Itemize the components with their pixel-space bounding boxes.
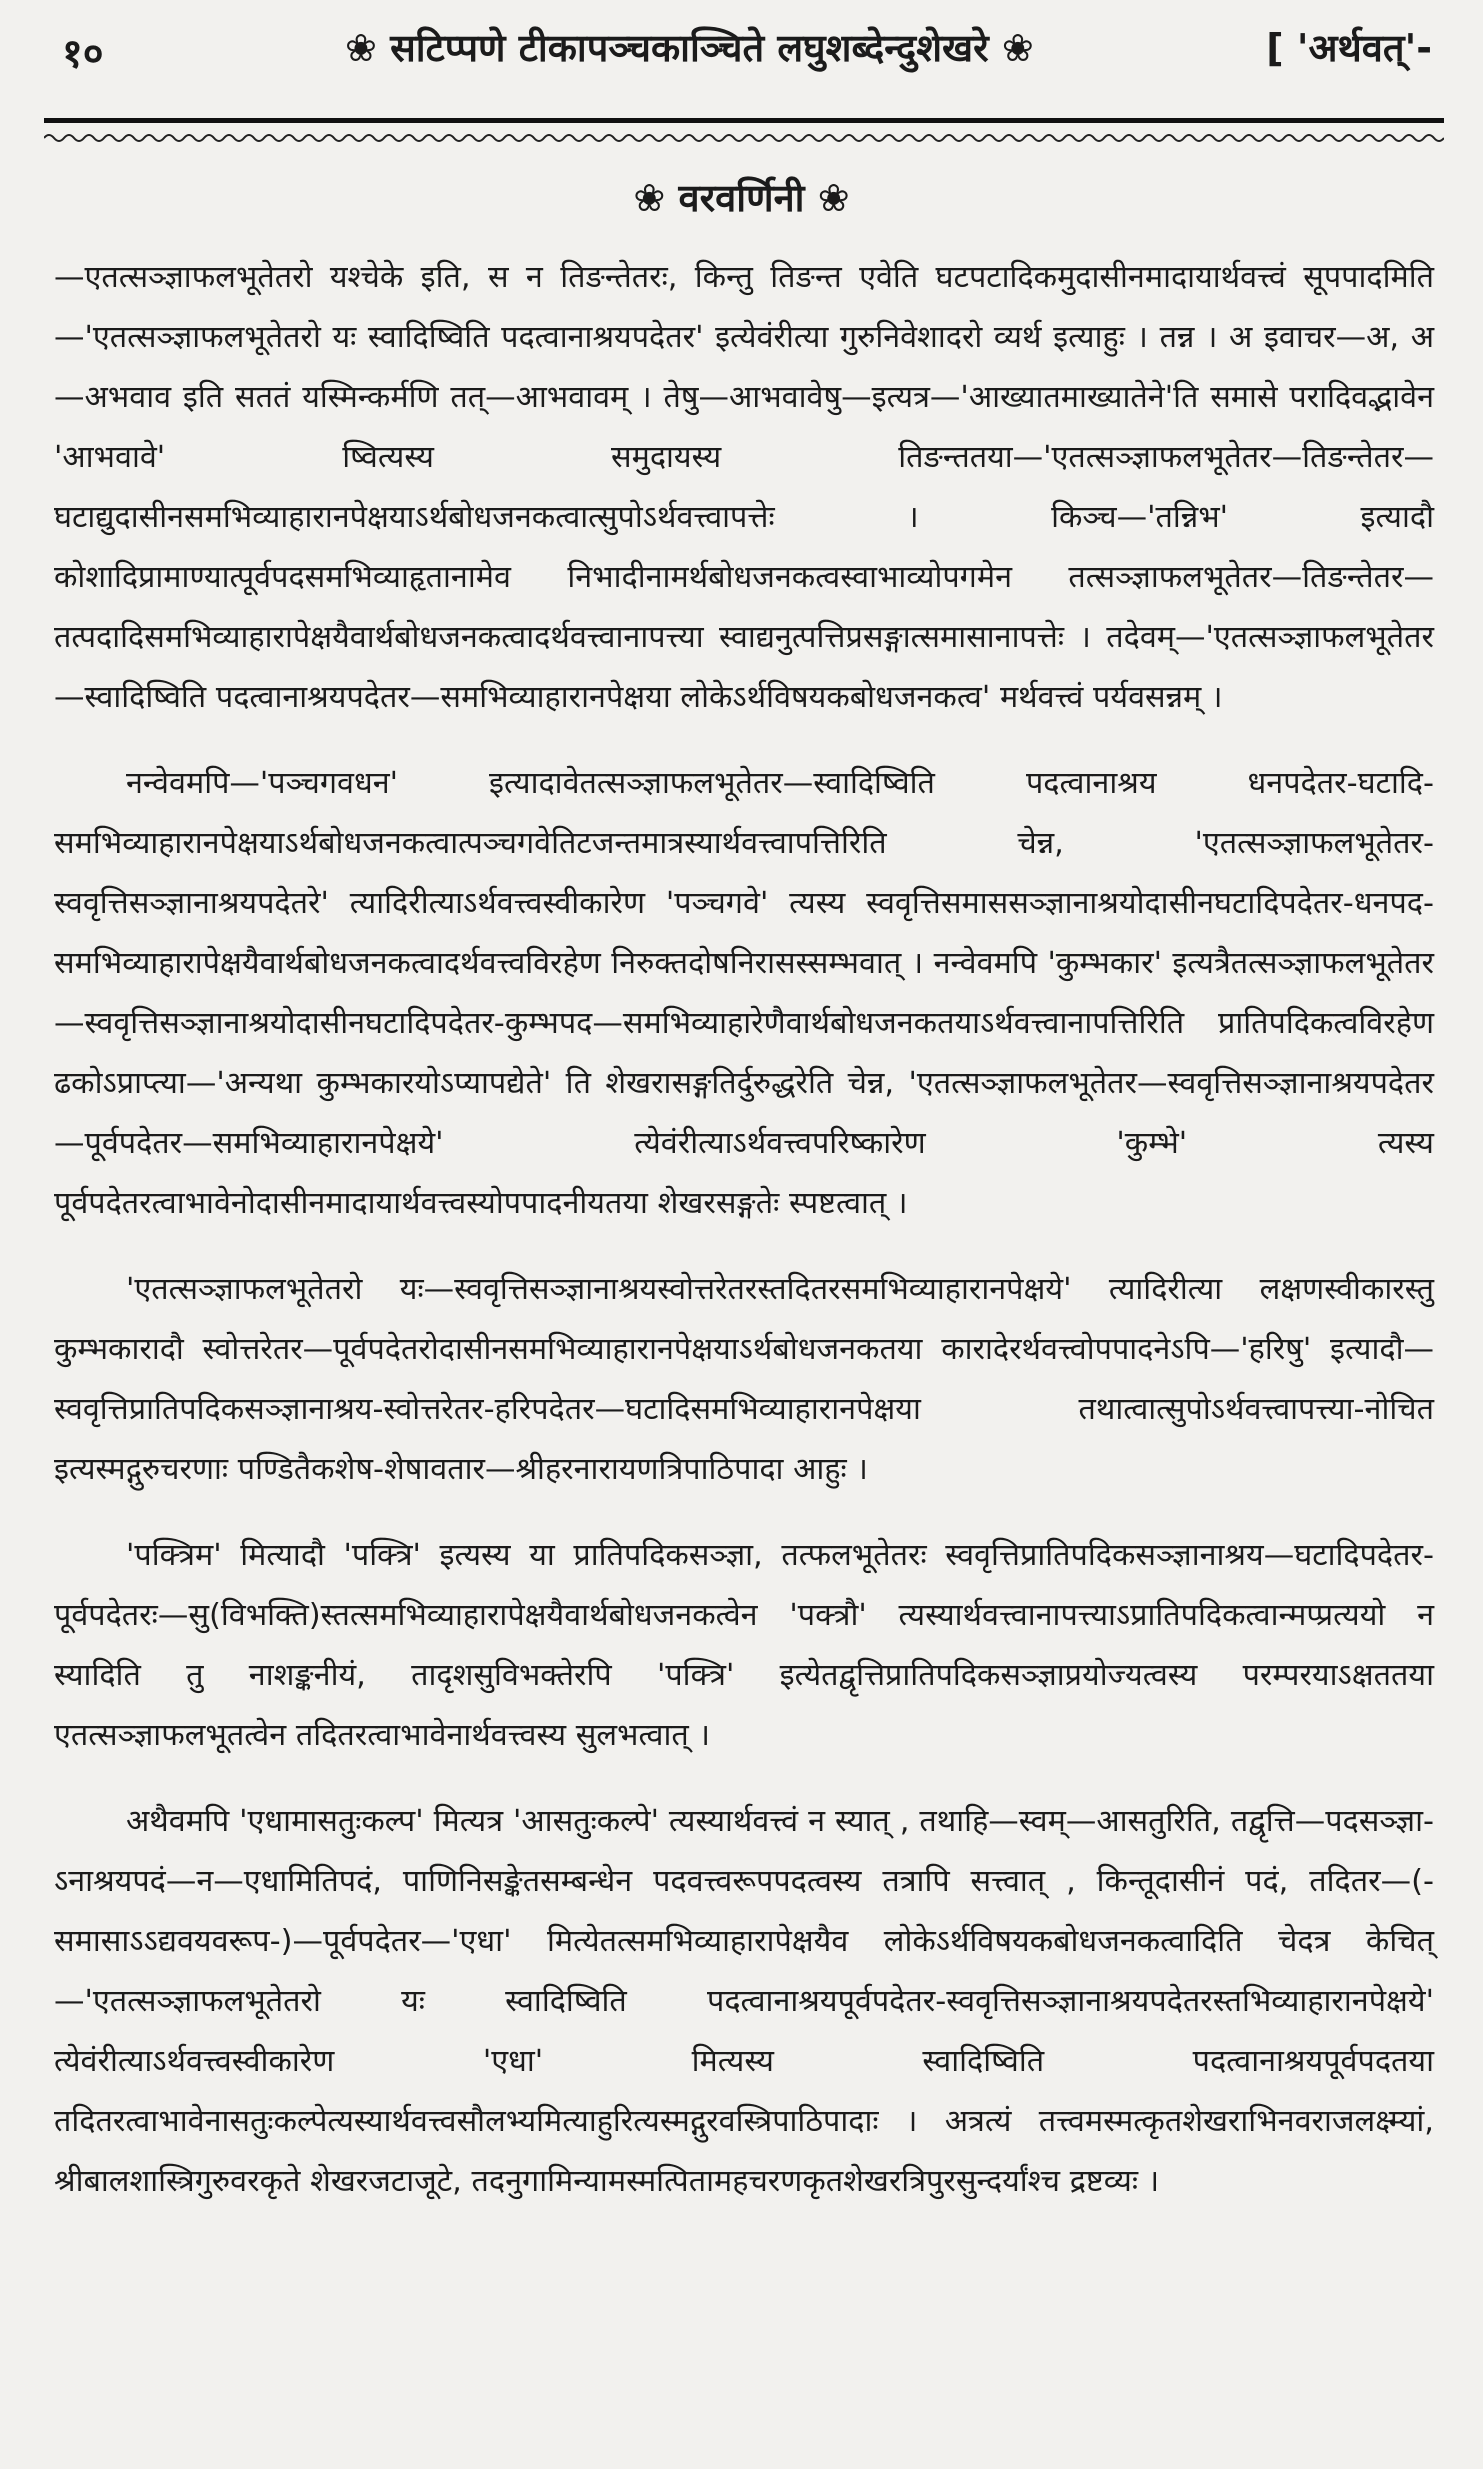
header-bracket-word: [ 'अर्थवत्'- [1266, 26, 1432, 70]
section-title: ❀ वरवर्णिनी ❀ [633, 176, 850, 220]
running-title: ❀ सटिप्पणे टीकापञ्चकाञ्चिते लघुशब्देन्दुशेखरे ❀ [345, 26, 1034, 70]
page-number: १० [62, 31, 104, 77]
paragraph: 'पक्त्रिम' मित्यादौ 'पक्त्रि' इत्यस्य या प्रातिपदिकसञ्ज्ञा, तत्फलभूतेतरः स्ववृत्तिप्रातिपदिकसञ्ज्ञानाश्रय—घटादिपदेतर-पूर्वपदेतरः—सु(विभक्ति)स्तत्समभिव्याहारापेक्षयैवार्थबोधजनकत्वेन 'पक्त्रौ' त्यस्यार्थवत्त्वानापत्त्याऽप्रातिपदिकत्वान्मप्प्रत्ययो न स्यादिति तु नाशङ्कनीयं, तादृशसुविभक्तेरपि 'पक्त्रि' इत्येतद्वृत्तिप्रातिपदिकसञ्ज्ञाप्रयोज्यत्वस्य परम्परयाऽक्षततया एतत्सञ्ज्ञाफलभूतत्वेन तदितरत्वाभावेनार्थवत्त्वस्य सुलभत्वात् । [54, 1538, 1434, 1753]
header-rule [44, 118, 1444, 123]
commentary-body [54, 248, 1434, 2212]
wavy-divider [44, 131, 1444, 145]
paragraph: 'एतत्सञ्ज्ञाफलभूतेतरो यः—स्ववृत्तिसञ्ज्ञानाश्रयस्वोत्तरेतरस्तदितरसमभिव्याहारानपेक्षये' त्यादिरीत्या लक्षणस्वीकारस्तु कुम्भकारादौ स्वोत्तरेतर—पूर्वपदेतरोदासीनसमभिव्याहारानपेक्षयाऽर्थबोधजनकतया कारादेरर्थवत्त्वोपपादनेऽपि—'हरिषु' इत्यादौ—स्ववृत्तिप्रातिपदिकसञ्ज्ञानाश्रय-स्वोत्तरेतर-हरिपदेतर—घटादिसमभिव्याहारानपेक्षया तथात्वात्सुपोऽर्थवत्त्वापत्त्या-नोचित इत्यस्मद्गुरुचरणाः पण्डितैकशेष-शेषावतार—श्रीहरनारायणत्रिपाठिपादा आहुः । [54, 1272, 1434, 1487]
paragraph: —एतत्सञ्ज्ञाफलभूतेतरो यश्चेके इति, स न तिङन्तेतरः, किन्तु तिङन्त एवेति घटपटादिकमुदासीनमादायार्थवत्त्वं सूपपादमिति—'एतत्सञ्ज्ञाफलभूतेतरो यः स्वादिष्विति पदत्वानाश्रयपदेतर' इत्येवंरीत्या गुरुनिवेशादरो व्यर्थ इत्याहुः । तन्न । अ इवाचर—अ, अ—अभवाव इति सततं यस्मिन्कर्मणि तत्—आभवावम् । तेषु—आभवावेषु—इत्यत्र—'आख्यातमाख्यातेने'ति समासे परादिवद्भावेन 'आभवावे' ष्वित्यस्य समुदायस्य तिङन्ततया—'एतत्सञ्ज्ञाफलभूतेतर—तिङन्तेतर—घटाद्युदासीनसमभिव्याहारानपेक्षयाऽर्थबोधजनकत्वात्सुपोऽर्थवत्त्वापत्तेः । किञ्च—'तन्निभ' इत्यादौ कोशादिप्रामाण्यात्पूर्वपदसमभिव्याहृतानामेव निभादीनामर्थबोधजनकत्वस्वाभाव्योपगमेन तत्सञ्ज्ञाफलभूतेतर—तिङन्तेतर—तत्पदादिसमभिव्याहारापेक्षयैवार्थबोधजनकत्वादर्थवत्त्वानापत्त्या स्वाद्यनुत्पत्तिप्रसङ्गात्समासानापत्तेः । तदेवम्—'एतत्सञ्ज्ञाफलभूतेतर—स्वादिष्विति पदत्वानाश्रयपदेतर—समभिव्याहारानपेक्षया लोकेऽर्थविषयकबोधजनकत्व' मर्थवत्त्वं पर्यवसन्नम् । [54, 260, 1434, 715]
paragraph: नन्वेवमपि—'पञ्चगवधन' इत्यादावेतत्सञ्ज्ञाफलभूतेतर—स्वादिष्विति पदत्वानाश्रय धनपदेतर-घटादि-समभिव्याहारानपेक्षयाऽर्थबोधजनकत्वात्पञ्चगवेतिटजन्तमात्रस्यार्थवत्त्वापत्तिरिति चेन्न, 'एतत्सञ्ज्ञाफलभूतेतर-स्ववृत्तिसञ्ज्ञानाश्रयपदेतरे' त्यादिरीत्याऽर्थवत्त्वस्वीकारेण 'पञ्चगवे' त्यस्य स्ववृत्तिसमाससञ्ज्ञानाश्रयोदासीनघटादिपदेतर-धनपद-समभिव्याहारापेक्षयैवार्थबोधजनकत्वादर्थवत्त्वविरहेण निरुक्तदोषनिरासस्सम्भवात् । नन्वेवमपि 'कुम्भकार' इत्यत्रैतत्सञ्ज्ञाफलभूतेतर—स्ववृत्तिसञ्ज्ञानाश्रयोदासीनघटादिपदेतर-कुम्भपद—समभिव्याहारेणैवार्थबोधजनकतयाऽर्थवत्त्वानापत्तिरिति प्रातिपदिकत्वविरहेण ढकोऽप्राप्त्या—'अन्यथा कुम्भकारयोऽप्यापद्येते' ति शेखरासङ्गतिर्दुरुद्धरेति चेन्न, 'एतत्सञ्ज्ञाफलभूतेतर—स्ववृत्तिसञ्ज्ञानाश्रयपदेतर—पूर्वपदेतर—समभिव्याहारानपेक्षये' त्येवंरीत्याऽर्थवत्त्वपरिष्कारेण 'कुम्भे' त्यस्य पूर्वपदेतरत्वाभावेनोदासीनमादायार्थवत्त्वस्योपपादनीयतया शेखरसङ्गतेः स्पष्टत्वात् । [54, 766, 1434, 1221]
page-header [40, 22, 1440, 92]
paragraph: अथैवमपि 'एधामासतुःकल्प' मित्यत्र 'आसतुःकल्पे' त्यस्यार्थवत्त्वं न स्यात् , तथाहि—स्वम्—आसतुरिति, तद्वृत्ति—पदसञ्ज्ञा-ऽनाश्रयपदं—न—एधामितिपदं, पाणिनिसङ्केतसम्बन्धेन पदवत्त्वरूपपदत्वस्य तत्रापि सत्त्वात् , किन्तूदासीनं पदं, तदितर—(-समासाऽऽद्यवयवरूप-)—पूर्वपदेतर—'एधा' मित्येतत्समभिव्याहारापेक्षयैव लोकेऽर्थविषयकबोधजनकत्वादिति चेदत्र केचित्—'एतत्सञ्ज्ञाफलभूतेतरो यः स्वादिष्विति पदत्वानाश्रयपूर्वपदेतर-स्ववृत्तिसञ्ज्ञानाश्रयपदेतरस्तभिव्याहारानपेक्षये' त्येवंरीत्याऽर्थवत्त्वस्वीकारेण 'एधा' मित्यस्य स्वादिष्विति पदत्वानाश्रयपूर्वपदतया तदितरत्वाभावेनासतुःकल्पेत्यस्यार्थवत्त्वसौलभ्यमित्याहुरित्यस्मद्गुरवस्त्रिपाठिपादाः । अत्रत्यं तत्त्वमस्मत्कृतशेखराभिनवराजलक्ष्म्यां, श्रीबालशास्त्रिगुरुवरकृते शेखरजटाजूटे, तदनुगामिन्यामस्मत्पितामहचरणकृतशेखरत्रिपुरसुन्दर्यांश्च द्रष्टव्यः । [54, 1804, 1434, 2199]
